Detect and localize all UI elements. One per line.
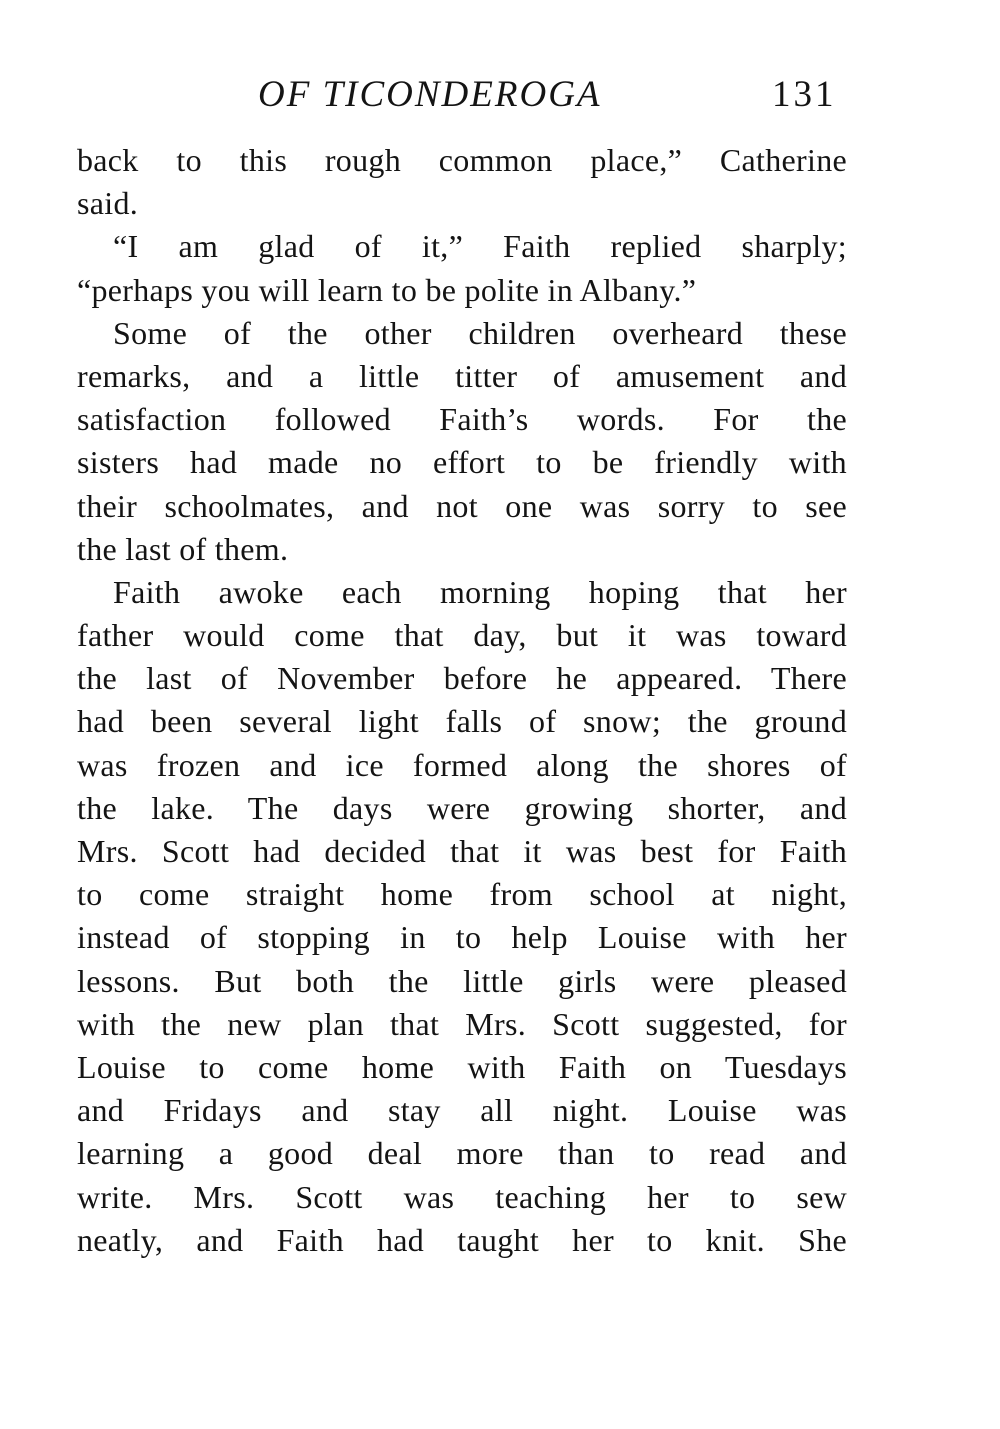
text-line: Louise to come home with Faith on Tuesdays — [77, 1048, 847, 1085]
text-line: the last of them. — [77, 530, 289, 567]
text-line: had been several light falls of snow; the ground — [77, 703, 847, 740]
text-line: write. Mrs. Scott was teaching her to sew — [77, 1178, 847, 1215]
running-title: OF TICONDEROGA — [258, 74, 602, 115]
text-line: satisfaction followed Faith’s words. For the — [77, 401, 847, 438]
text-line: “I am glad of it,” Faith replied sharply; — [113, 228, 847, 265]
body-text — [77, 139, 847, 1262]
text-line: the lake. The days were growing shorter, and — [77, 789, 847, 826]
text-line: with the new plan that Mrs. Scott suggested, for — [77, 1005, 847, 1042]
text-line: Faith awoke each morning hoping that her — [113, 573, 847, 610]
text-line: said. — [77, 185, 139, 222]
text-line: sisters had made no effort to be friendly with — [77, 444, 847, 481]
text-line: back to this rough common place,” Catherine — [77, 142, 847, 178]
text-line: neatly, and Faith had taught her to knit. She — [77, 1221, 847, 1258]
text-line: was frozen and ice formed along the shores of — [77, 746, 847, 783]
text-line: remarks, and a little titter of amusement and — [77, 357, 847, 394]
running-head — [0, 70, 1000, 120]
text-line: to come straight home from school at night, — [77, 876, 847, 913]
text-line: learning a good deal more than to read and — [77, 1135, 847, 1172]
page-number: 131 — [772, 74, 837, 115]
text-line: Mrs. Scott had decided that it was best for Faith — [77, 833, 847, 869]
text-line: their schoolmates, and not one was sorry to see — [77, 487, 847, 524]
text-line: and Fridays and stay all night. Louise was — [77, 1092, 847, 1129]
text-line: the last of November before he appeared. There — [77, 660, 847, 697]
text-line: lessons. But both the little girls were pleased — [77, 962, 847, 999]
text-line: Some of the other children overheard these — [113, 314, 847, 351]
text-line: instead of stopping in to help Louise with her — [77, 919, 847, 956]
text-line: “perhaps you will learn to be polite in Albany.” — [77, 271, 697, 308]
text-line: father would come that day, but it was toward — [77, 617, 847, 654]
